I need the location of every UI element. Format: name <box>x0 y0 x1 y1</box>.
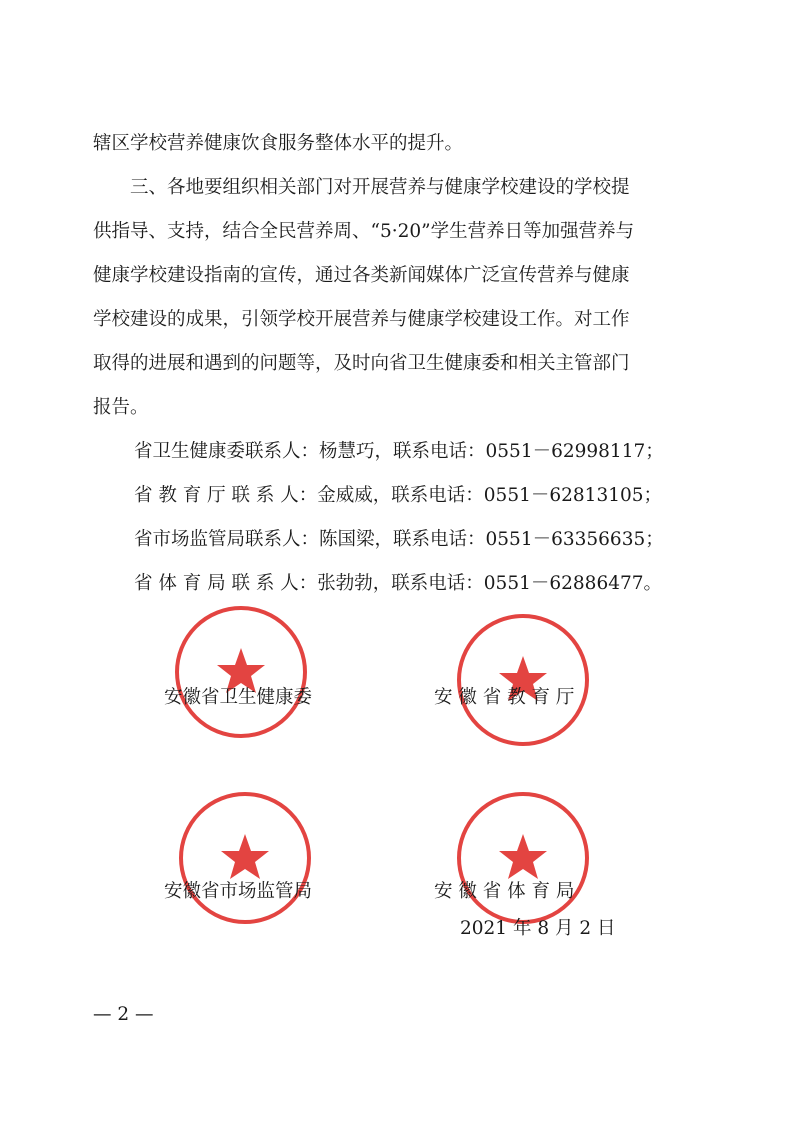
signature-market: 安徽省市场监管局 <box>164 881 313 902</box>
page-number: — 2 — <box>93 1004 154 1025</box>
seal-market-stamp <box>177 790 313 926</box>
body-line: 学校建设的成果，引领学校开展营养与健康学校建设工作。对工作 <box>93 309 630 330</box>
signature-sports: 安 徽 省 体 育 局 <box>434 881 575 902</box>
signature-education: 安 徽 省 教 育 厅 <box>434 687 575 708</box>
seal-health-stamp <box>173 604 309 740</box>
contact-sports: 省 体 育 局 联 系 人：张勃勃，联系电话：0551－62886477。 <box>134 573 663 594</box>
body-line: 健康学校建设指南的宣传，通过各类新闻媒体广泛宣传营养与健康 <box>93 265 630 286</box>
contact-education: 省 教 育 厅 联 系 人：金威威，联系电话：0551－62813105； <box>134 485 663 506</box>
body-line: 辖区学校营养健康饮食服务整体水平的提升。 <box>93 133 464 154</box>
seal-education-stamp <box>455 612 591 748</box>
signature-health: 安徽省卫生健康委 <box>164 687 313 708</box>
contact-health: 省卫生健康委联系人：杨慧巧，联系电话：0551－62998117； <box>134 441 664 462</box>
body-line: 三、各地要组织相关部门对开展营养与健康学校建设的学校提 <box>93 177 630 198</box>
contact-market: 省市场监管局联系人：陈国梁，联系电话：0551－63356635； <box>134 529 664 550</box>
body-line: 取得的进展和遇到的问题等，及时向省卫生健康委和相关主管部门 <box>93 353 630 374</box>
body-line: 报告。 <box>93 397 149 418</box>
body-line: 供指导、支持，结合全民营养周、“5·20”学生营养日等加强营养与 <box>93 221 635 242</box>
document-date: 2021 年 8 月 2 日 <box>460 918 616 939</box>
seal-sports-stamp <box>455 790 591 926</box>
